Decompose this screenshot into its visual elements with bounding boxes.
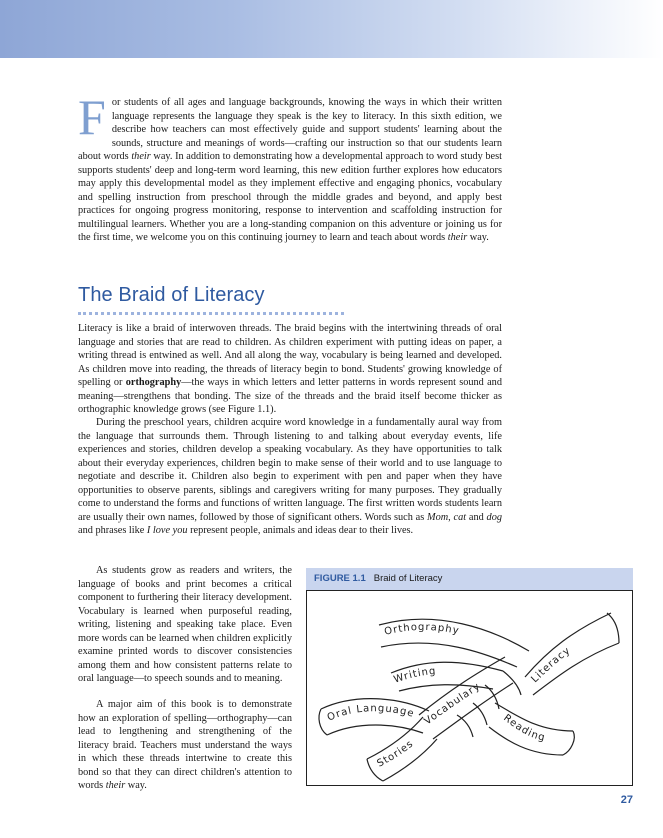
p2-text: During the preschool years, children acquire word knowledge in a fundamentally aural way from the language that surrounds them. Through listening to and talking about everyday events, life experiences and stories, children develop a speaking vocabulary. As they have opportunities to talk about their everyday experiences, children begin to make sense of their world and to use language to negotiate and describe it. Children also begin to experiment with pen and paper when they have opportunities to observe parents, siblings and caregivers writing for many purposes. They gradually come to understand the forms and functions of written language. The first written words students learn are usually their own names, followed by those of significant others. Words such as [78,417,502,523]
label-stories: Stories [375,738,416,770]
label-vocabulary: Vocabulary [422,680,483,728]
figure-caption: Braid of Literacy [373,573,443,584]
word-dog: dog [486,511,502,523]
intro-text-2: way. In addition to demonstrating how a developmental approach to word study best supports students' deep and long-term word learning, this new edition further explores how educators may apply this developmental model as they implement effective and engaging phonics, vocabulary and spelling instruction from preschool through the middle grades and beyond, and apply best practices for ongoing progress monitoring, response to intervention and scaffolding instruction for multilingual learners. Whether you are a long-standing companion on this adventure or joining us for the first time, we welcome you on this continuing journey to learn and teach about words [78,151,502,243]
label-oral-language: Oral Language [325,703,416,724]
label-reading: Reading [501,712,547,744]
body-paragraph-3: As students grow as readers and writers, the language of books and print becomes a critical component to furthering their literacy development. Vocabulary is learned when purposeful reading, writing, listening and speaking take place. Even more words can be learned when children explicitly examine printed words to discover consistencies among them and how consistent patterns relate to oral language—to speech sounds and to meaning. [78,565,292,684]
p2-text-2: represent people, animals and ideas dear to their lives. [187,525,414,536]
figure-number: FIGURE 1.1 [314,573,366,584]
body-paragraph-2 [78,416,502,538]
label-literacy: Literacy [529,645,573,686]
p2-comma: , [448,511,454,523]
word-mom: Mom [427,511,449,523]
header-band [0,0,663,58]
p1-text: Literacy is like a braid of interwoven threads. The braid begins with the intertwining threads of oral language and stories that are read to children. As children experiment with putting ideas on paper, a writing thread is entwined as well. And all along the way, vocabulary is being learned and developed. As children move into reading, the threads of literacy begin to bond. Students' growing knowledge of spelling or [78,323,502,388]
p4-text-2: way. [125,780,147,791]
p4-emphasis: their [105,780,126,791]
page-number: 27 [620,794,633,806]
p2-mid: and phrases like [78,525,147,536]
figure-caption-bar [306,568,633,590]
label-writing: Writing [392,665,437,686]
intro-emphasis: their [131,151,151,162]
drop-cap: F [78,89,106,145]
body-paragraph-1 [78,322,502,417]
title-dotted-rule [78,312,344,315]
intro-paragraph [78,89,502,245]
word-cat: cat [453,511,467,523]
orthography-term: orthography [125,377,182,388]
p2-and: and [466,511,487,523]
braid-figure [306,590,633,786]
label-orthography: Orthography [383,621,461,638]
phrase-i-love-you: I love you [146,525,188,536]
braid-illustration [307,591,632,785]
body-paragraph-4 [78,698,292,793]
intro-text: or students of all ages and language backgrounds, knowing the ways in which their written language represents the language they speak is the key to literacy. In this sixth edition, we describe how teachers can most effectively guide and support students' learning about the sounds, structure and meanings of words—crafting our instruction so that our students learn about words [78,97,502,162]
intro-text-3: way. [467,232,489,243]
p1-text-2: —the ways in which letters and letter patterns in words represent sound and meaning—strengthens that bonding. The size of the threads and the braid itself become thicker as orthographic knowledge grows (see Figure 1.1). [78,377,502,415]
intro-emphasis-2: their [447,232,468,243]
section-title: The Braid of Literacy [78,284,265,306]
p4-text: A major aim of this book is to demonstrate how an exploration of spelling—orthography—can lead to lengthening and strengthening of the literacy braid. Teachers must understand the ways in which these threads intertwine to create this bond so that they can direct children's attention to words [78,699,292,791]
